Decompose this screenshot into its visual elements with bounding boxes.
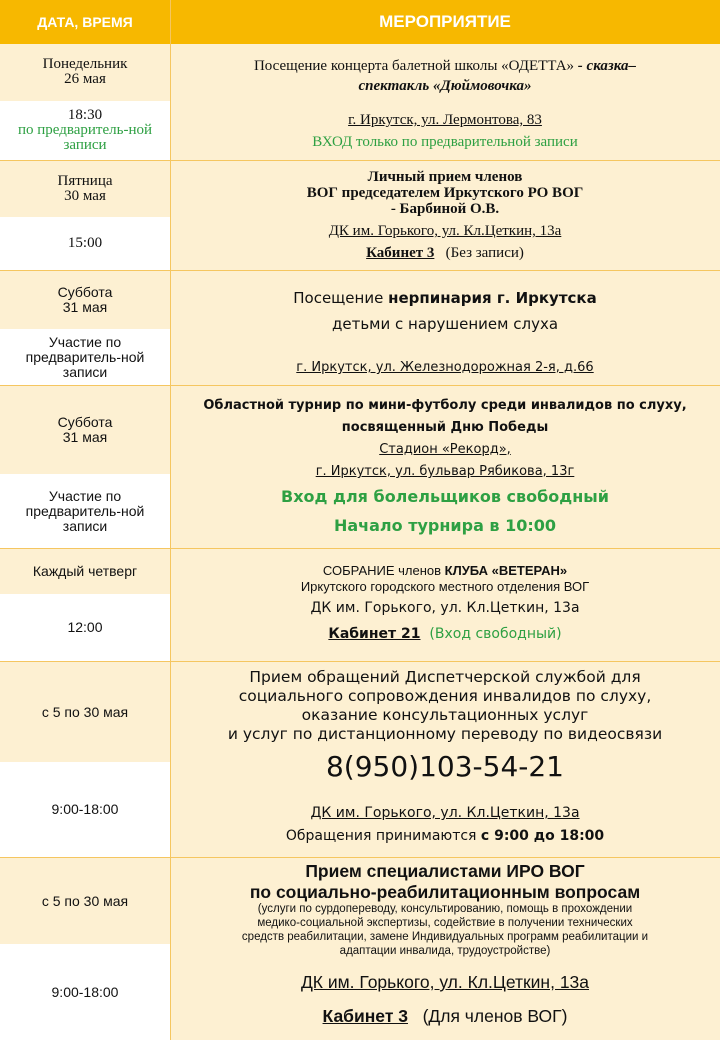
column-divider	[170, 0, 171, 1040]
row1-title-a: Посещение концерта балетной школы «ОДЕТТА»	[253, 58, 575, 74]
row7-desc-2: медико-социальной экспертизы, содействие в получении технических	[257, 917, 633, 929]
row6-time-cell	[0, 762, 170, 857]
row2-title-3: - Барбиной О.В.	[390, 201, 500, 217]
row4-day: Суббота	[57, 414, 113, 430]
row4-date: 31 мая	[62, 429, 108, 445]
row1-day: Понедельник	[42, 56, 128, 72]
header-event: МЕРОПРИЯТИЕ	[170, 0, 720, 44]
row7-room: Кабинет 3	[322, 1006, 408, 1026]
row7-desc-4: адаптации инвалида, трудоустройстве)	[339, 945, 551, 957]
row6-time: 9:00-18:00	[51, 801, 119, 817]
row2-event-cell	[170, 161, 720, 270]
row1-title-b: - сказка–	[574, 58, 637, 74]
row7-period-cell	[0, 858, 170, 944]
row7-desc-1: (услуги по сурдопереводу, консультированию, помощь в прохождении	[257, 903, 633, 915]
row3-address: г. Иркутск, ул. Железнодорожная 2-я, д.66	[296, 360, 594, 375]
row5-room: Кабинет 21	[328, 626, 421, 642]
row4-title-2: посвященный Дню Победы	[341, 420, 549, 435]
row3-date: 31 мая	[62, 299, 108, 315]
row5-title-a: СОБРАНИЕ членов	[322, 563, 445, 578]
row3-title-a: Посещение	[293, 289, 389, 307]
row6-event-cell	[170, 662, 720, 857]
row2-title-2: ВОГ председателем Иркутского РО ВОГ	[306, 185, 584, 201]
row7-time: 9:00-18:00	[51, 983, 119, 1000]
row6-title-3: оказание консультационных услуг	[301, 706, 589, 724]
row1-address: г. Иркутск, ул. Лермонтова, 83	[348, 112, 542, 128]
row5-title-b: КЛУБА «ВЕТЕРАН»	[444, 563, 568, 578]
row1-title-c: спектакль «Дюймовочка»	[358, 78, 532, 94]
row3-date-cell	[0, 271, 170, 329]
row1-entry: ВХОД только по предварительной записи	[312, 134, 578, 150]
row6-hours-a: Обращения принимаются	[285, 828, 481, 844]
row1-note: по предваритель-ной записи	[17, 121, 153, 153]
row2-address: ДК им. Горького, ул. Кл.Цеткин, 13а	[328, 223, 562, 239]
row5-address: ДК им. Горького, ул. Кл.Цеткин, 13а	[310, 600, 580, 616]
row6-phone: 8(950)103-54-21	[325, 750, 564, 783]
row7-title-1: Прием специалистами ИРО ВОГ	[305, 861, 585, 881]
row3-title-2: детьми с нарушением слуха	[331, 315, 559, 333]
row2-title-1: Личный прием членов	[367, 169, 523, 185]
row5-room-line	[170, 626, 720, 642]
row2-day: Пятница	[57, 173, 113, 189]
row5-date-cell	[0, 549, 170, 594]
row5-time: 12:00	[67, 619, 103, 635]
row6-hours-b: с 9:00 до 18:00	[480, 828, 605, 844]
row2-room-line	[170, 245, 720, 262]
row1-date-cell	[0, 44, 170, 100]
row6-period-cell	[0, 662, 170, 762]
row5-title-2: Иркутского городского местного отделения ВОГ	[300, 579, 590, 594]
row1-time: 18:30	[67, 106, 103, 123]
row7-title-2: по социально-реабилитационным вопросам	[249, 882, 641, 902]
row3-title-line	[170, 289, 720, 307]
row3-note-cell	[0, 329, 170, 385]
row7-room-note: (Для членов ВОГ)	[422, 1006, 568, 1026]
row1-date: 26 мая	[64, 71, 106, 87]
row4-start: Начало турнира в 10:00	[333, 516, 557, 535]
row4-event-cell	[170, 386, 720, 548]
cell-divider	[0, 100, 170, 101]
row2-time: 15:00	[67, 235, 103, 251]
row3-day: Суббота	[57, 284, 113, 300]
row5-time-cell	[0, 594, 170, 661]
row5-event-cell	[170, 549, 720, 661]
row6-title-2: социального сопровождения инвалидов по слуху,	[238, 687, 652, 705]
row3-title-b: нерпинария г. Иркутска	[388, 289, 597, 307]
row6-period: с 5 по 30 мая	[41, 703, 129, 720]
row7-room-line	[170, 1006, 720, 1027]
row5-title-line	[170, 563, 720, 578]
row1-event-cell	[170, 44, 720, 160]
row2-room: Кабинет 3	[366, 245, 435, 261]
row6-title-1: Прием обращений Диспетчерской службой для	[249, 668, 641, 686]
row7-address: ДК им. Горького, ул. Кл.Цеткин, 13а	[300, 972, 590, 992]
row4-venue: Стадион «Рекорд»,	[379, 442, 511, 457]
row4-address: г. Иркутск, ул. бульвар Рябикова, 13г	[315, 464, 575, 479]
row4-note: Участие по предваритель-ной записи	[25, 487, 145, 534]
row2-date: 30 мая	[64, 188, 106, 204]
row1-title-line	[170, 58, 720, 75]
header-date-time: ДАТА, ВРЕМЯ	[0, 0, 170, 44]
row5-day: Каждый четверг	[32, 563, 138, 579]
row7-event-cell	[170, 858, 720, 1040]
row2-time-cell	[0, 217, 170, 270]
row4-title-1: Областной турнир по мини-футболу среди инвалидов по слуху,	[203, 398, 687, 413]
row3-event-cell	[170, 271, 720, 385]
row6-title-4: и услуг по дистанционному переводу по видеосвязи	[227, 725, 663, 743]
row6-address: ДК им. Горького, ул. Кл.Цеткин, 13а	[310, 805, 580, 821]
row6-hours-line	[170, 828, 720, 844]
row4-note-cell	[0, 474, 170, 548]
row7-time-cell	[0, 944, 170, 1040]
row5-room-note: (Вход свободный)	[429, 626, 562, 642]
row2-date-cell	[0, 161, 170, 217]
row4-entry: Вход для болельщиков свободный	[281, 487, 609, 506]
row4-date-cell	[0, 386, 170, 474]
row2-room-note: (Без записи)	[445, 245, 524, 261]
row1-time-cell	[0, 100, 170, 160]
row3-note: Участие по предваритель-ной записи	[25, 333, 145, 380]
row7-period: с 5 по 30 мая	[41, 892, 129, 909]
row7-desc-3: средств реабилитации, замене Индивидуальных программ реабилитации и	[241, 931, 649, 943]
